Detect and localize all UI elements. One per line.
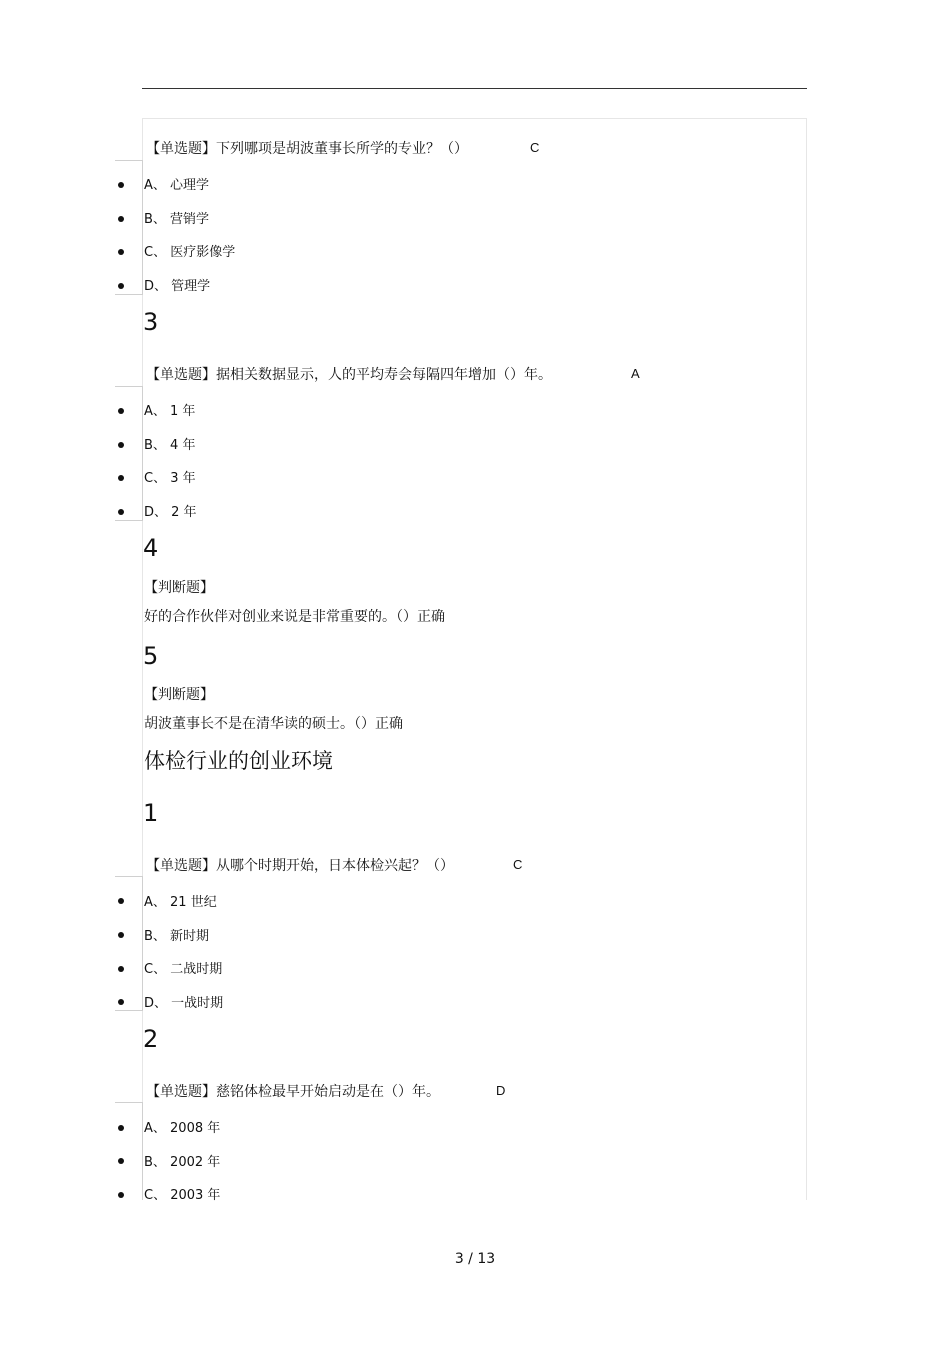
question-number: 1 (143, 799, 159, 827)
bullet (118, 182, 124, 188)
option-d: D、 一战时期 (144, 996, 224, 1011)
option-b: B、 2002 年 (144, 1155, 221, 1170)
question-type: 【判断题】 (144, 687, 214, 703)
option-left-rule (142, 1102, 143, 1200)
question-text: 好的合作伙伴对创业来说是非常重要的。（）正确 (144, 609, 445, 625)
option-top-rule (115, 1102, 143, 1103)
bullet (118, 475, 124, 481)
option-a: A、 2008 年 (144, 1121, 221, 1136)
bullet (118, 216, 124, 222)
option-left-rule (142, 386, 143, 520)
question-number: 5 (143, 642, 159, 670)
question-prompt: 【单选题】从哪个时期开始，日本体检兴起？（） (146, 858, 454, 874)
bullet (118, 999, 124, 1005)
option-a: A、 1 年 (144, 404, 196, 419)
option-b: B、 新时期 (144, 929, 210, 944)
option-c: C、 二战时期 (144, 962, 223, 977)
answer-key: C (530, 140, 540, 155)
bullet (118, 1125, 124, 1131)
option-c: C、 2003 年 (144, 1188, 221, 1203)
option-b: B、 4 年 (144, 438, 196, 453)
bullet (118, 966, 124, 972)
option-a: A、 心理学 (144, 178, 210, 193)
bullet (118, 283, 124, 289)
question-type: 【判断题】 (144, 580, 214, 596)
option-d: D、 管理学 (144, 279, 211, 294)
bullet (118, 509, 124, 515)
bullet (118, 408, 124, 414)
option-c: C、 医疗影像学 (144, 245, 236, 260)
option-left-rule (142, 160, 143, 294)
page-indicator: 3 / 13 (454, 1251, 496, 1267)
option-c: C、 3 年 (144, 471, 196, 486)
bullet (118, 1192, 124, 1198)
question-number: 2 (143, 1025, 159, 1053)
header-rule (142, 88, 807, 89)
bullet (118, 249, 124, 255)
bullet (118, 898, 124, 904)
option-top-rule (115, 160, 143, 161)
option-d: D、 2 年 (144, 505, 197, 520)
option-bottom-rule (115, 1010, 143, 1011)
question-number: 4 (143, 534, 159, 562)
bullet (118, 932, 124, 938)
option-left-rule (142, 876, 143, 1010)
question-number: 3 (143, 308, 159, 336)
section-title: 体检行业的创业环境 (144, 749, 333, 773)
answer-key: A (631, 366, 640, 381)
option-top-rule (115, 386, 143, 387)
question-prompt: 【单选题】据相关数据显示，人的平均寿会每隔四年增加（）年。 (146, 367, 552, 383)
question-text: 胡波董事长不是在清华读的硕士。（）正确 (144, 716, 403, 732)
content-frame (142, 118, 807, 1200)
bullet (118, 442, 124, 448)
bullet (118, 1158, 124, 1164)
answer-key: D (496, 1083, 506, 1098)
answer-key: C (513, 857, 523, 872)
question-prompt: 【单选题】下列哪项是胡波董事长所学的专业？（） (146, 141, 468, 157)
option-top-rule (115, 876, 143, 877)
question-prompt: 【单选题】慈铭体检最早开始启动是在（）年。 (146, 1084, 440, 1100)
option-bottom-rule (115, 294, 143, 295)
option-a: A、 21 世纪 (144, 895, 217, 910)
option-b: B、 营销学 (144, 212, 210, 227)
option-bottom-rule (115, 520, 143, 521)
